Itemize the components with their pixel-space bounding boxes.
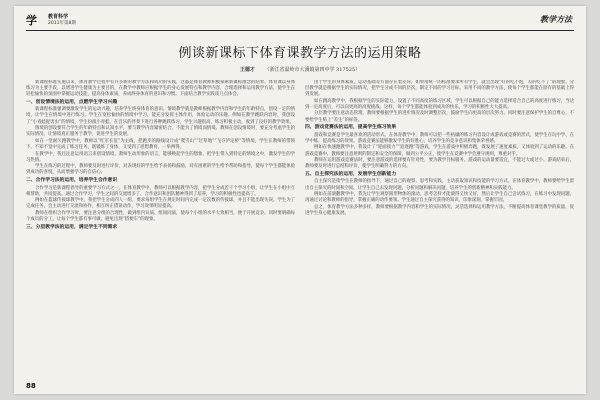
body-paragraph: 游戏和竞赛是学生最喜欢的活动形式。在体育教学中，教师可以把一些枯燥的练习内容设计成游戏或竞赛的形式，使学生在玩中学、在学中练，提高练习的效果。游戏竞赛法能够激发学生的好胜心，培养学生的竞争意识和集体荣誉感。 xyxy=(305,132,574,144)
body-paragraph: 由于学生的身体素质、运动基础等方面存在着差异，如果用统一的标准要求所有学生，就会出现“好的吃不饱，差的吃不了”的现象。分层教学就是根据学生的实际情况，把学生分成不同的层次，制定不同的学习目标，采用不同的教学方法，使每个学生都能在原有的基础上得到发展。 xyxy=(305,80,574,98)
journal-issue: 2011年第8期 xyxy=(48,21,76,26)
body-paragraph: 合作学习是新课程倡导的重要学习方式之一。在体育教学中，教师可以根据教学内容，把学生分成若干个学习小组，让学生在小组中互相帮助，共同提高。通过合作学习，学生之间的交流增多了，合作意识和团队精神得到了培养，学习的积极性也提高了。 xyxy=(26,185,295,197)
body-paragraph: 教师在运用游戏竞赛法时，要注意游戏的选择要有针对性，要为教学目标服务。游戏的运动量要适宜，不能过大或过小。游戏结束后，教师要及时进行总结和评价，使学生明确努力的方向。 xyxy=(305,158,574,170)
section-heading: 五、自主探究法的运用，发展学生创新能力 xyxy=(305,171,397,177)
body-paragraph: 例如在前滚翻教学中，我先让学生观察圆形物体的滚动，思考怎样才能滚得又快又好，然后让学生自己尝试练习，在练习中发现问题，再通过讨论和教师的指导，掌握正确的动作要领。学生通过自主探究获得的知识，印象深刻，掌握牢固。 xyxy=(305,192,574,204)
body-paragraph: 例如在篮球传接球教学中，我把学生分成四人一组，要求每组学生在规定时间内完成一定次数的传接球，并且不能出现失误。学生为了完成任务，会主动进行交流和协作，相互纠正错误动作，学习效果明显提高。 xyxy=(26,198,295,210)
author-line xyxy=(14,66,586,73)
journal-name: 教育科学 xyxy=(48,14,69,20)
author-name: 王德才 xyxy=(239,67,255,73)
article-body xyxy=(26,80,574,378)
section-heading: 四、游戏竞赛法的运用，提高学生练习效果 xyxy=(305,125,397,131)
body-paragraph: 总之，体育教学方法多种多样，教师要根据教学内容和学生的实际情况，灵活选择和运用教学方法，不断提高体育课堂教学的质量，促进学生身心健康发展。 xyxy=(305,204,574,216)
article-title: 例谈新课标下体育课教学方法的运用策略 xyxy=(178,46,422,61)
body-paragraph: 新课程标准实施以来，体育教学过程中有许多新的教学方法和成功的实践，这都是体育教师积极探索新课标理念的结果。体育课以身体练习为主要手段，以增进学生健康为主要目的，在教学中教师应根据学生的身心发展特点和教学内容，合理选择和运用教学方法，使学生在轻松愉快的氛围中掌握运动技能，提高身体素质，养成终身体育的意识和习惯。下面结合教学实践谈几点体会。 xyxy=(26,80,295,98)
page-number: 88 xyxy=(26,382,36,390)
logo-glyph: 学 xyxy=(26,14,36,27)
section-heading: 一、创设情境法的运用，点燃学生学习兴趣 xyxy=(26,99,118,105)
journal-page xyxy=(14,6,586,394)
body-paragraph: 例如在快速跑教学中，我设计了“迎面接力”“追逐跑”等游戏，学生在游戏中积极奔跑，既发展了速度素质，又体验到了运动的乐趣。在游戏竞赛中，教师要注意规则的制定和安全的保障，做到公平公正，使学生在竞赛中学会遵守规则，尊重对手。 xyxy=(305,145,574,157)
section-heading: 三、分层教学法的运用，满足学生不同需求 xyxy=(26,224,118,230)
journal-logo xyxy=(26,13,84,28)
body-paragraph: 如在一堂耐久跑教学中，教师以“红军长征”为主线，把跑步的路线设计成“爬雪山”“过草地”“飞夺泸定桥”等情境，学生在教师的带领下，不知不觉中完成了练习任务，既锻炼了身体，又受到了思想教育，一举两得。 xyxy=(26,138,295,150)
body-paragraph: 自主探究是指学生在教师的指导下，通过自己的观察、思考和实践，主动获取知识和技能的学习方式。在体育教学中，教师要给学生留出自主探究的时间和空间，让学生自己去发现问题、分析问题和解决问题，培养学生的创新精神和实践能力。 xyxy=(305,179,574,191)
body-paragraph: 新课程标准强调要激发学生的运动兴趣，培养学生终身体育的意识。情境教学就是教师根据教学内容和学生的年龄特点，创设一定的情境，让学生在情境中进行练习。学生在宽松愉快的情境中学习，能充分发挥主体作用，体验运动的乐趣。例如在教学跳跃内容时，我创设了“小青蛙捉害虫”的情境，学生扮演小青蛙，在音乐的伴奏下进行各种跳跃练习，学生兴趣很高，练习积极主动，收到了良好的教学效果。 xyxy=(26,107,295,125)
author-affiliation: （浙江省温岭市大溪镇第四中学 317525） xyxy=(264,67,361,73)
section-tag: 教学方法 xyxy=(540,15,572,24)
page-header xyxy=(26,12,574,31)
body-paragraph: 在教学中，我还注意运用语言来创设情境。教师生动形象的语言，能够唤起学生的想象，把学生带入到特定的情境之中，激发学生的学习热情。 xyxy=(26,151,295,163)
section-heading: 二、合作学习法的运用，培养学生合作意识 xyxy=(26,177,118,183)
body-paragraph: 教师在组织合作学习时，要注意分组的合理性，做到组内异质、组间同质，使每个小组的水平大致相当，便于开展竞争。同时要明确每个成员的分工，让每个学生都有事可做，避免出现“搭便车”的现象。 xyxy=(26,210,295,222)
body-paragraph: 分层教学要注意动态管理，教师要根据学生的进步情况及时调整层次，鼓励学生向更高的层次努力。同时要注意保护学生的自尊心，不要给学生贴上“差生”的标签。 xyxy=(305,111,574,123)
body-paragraph: 情境的创设要符合学生的年龄特点和认知水平，要与教学内容紧密结合，不能为了情境而情境。教师在创设情境时，要充分考虑学生的实际情况，让情境真正服务于教学，促进学生的发展。 xyxy=(26,126,295,138)
body-paragraph: 学生在练习的过程中，教师要及时进行评价，对表现好的学生给予表扬和鼓励，对有困难的学生给予帮助和指导，使每个学生都能体验到成功的喜悦，从而增强学习的自信心。 xyxy=(26,164,295,176)
right-column xyxy=(305,80,574,378)
body-paragraph: 如在跳高教学中，我根据学生的实际能力，设置了不同高度的练习区域，学生可以根据自己的能力选择适合自己的高度进行练习，当达到一定高度后，可以向更高的高度挑战。这样，每个学生都能体验到成功的快乐，学习的积极性大大提高。 xyxy=(305,98,574,110)
left-column xyxy=(26,80,295,378)
